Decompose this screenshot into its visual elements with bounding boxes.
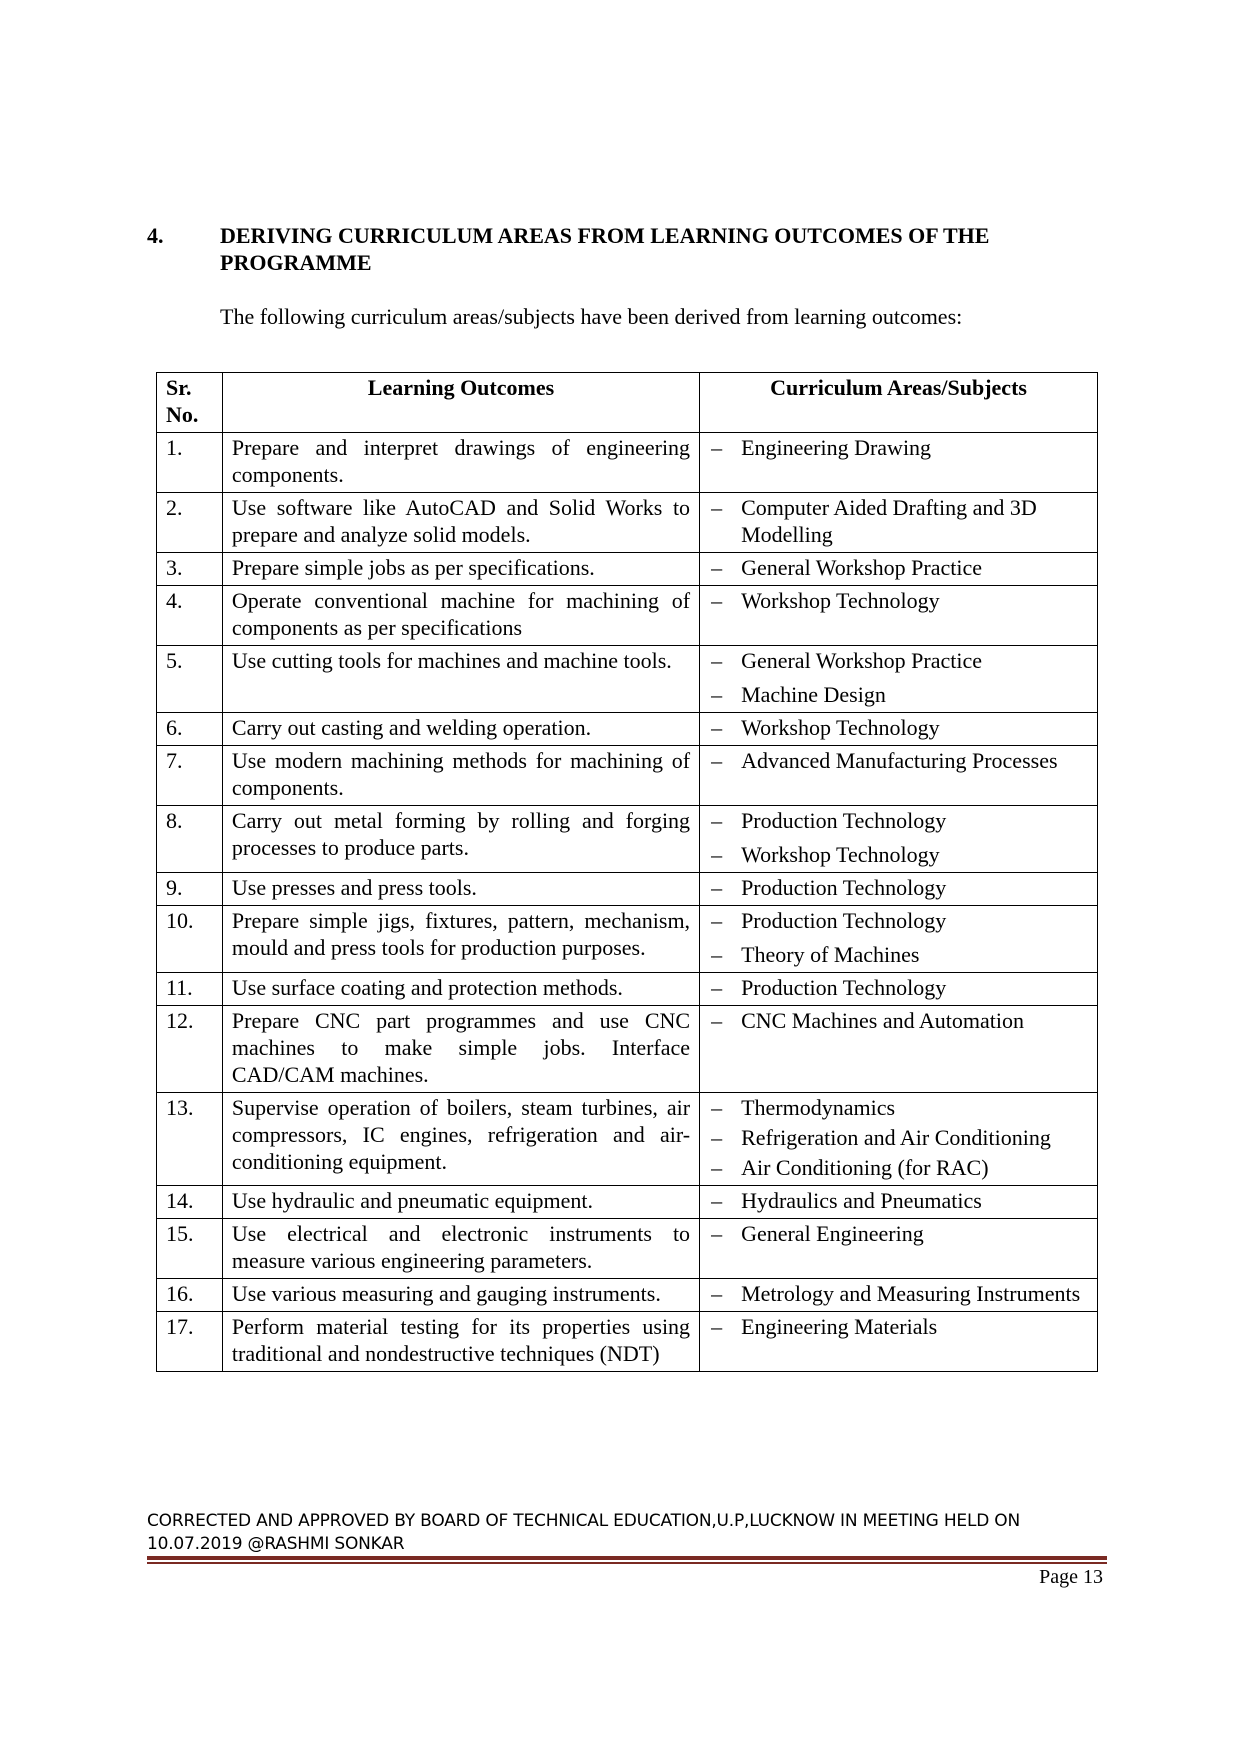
subject-item: – General Workshop Practice	[709, 554, 1088, 581]
row-sr-no: 5.	[157, 646, 223, 713]
subject-item: – Workshop Technology	[709, 714, 1088, 741]
subject-item: – Production Technology	[709, 907, 1088, 934]
section-title: DERIVING CURRICULUM AREAS FROM LEARNING OUTCOMES OF THE PROGRAMME	[220, 223, 990, 275]
subject-item: – General Workshop Practice	[709, 647, 1088, 674]
row-learning-outcome: Prepare simple jobs as per specifications.	[222, 553, 699, 586]
row-sr-no: 13.	[157, 1093, 223, 1186]
row-curriculum-areas	[700, 1219, 1098, 1279]
footer-rule-thin	[147, 1562, 1107, 1564]
footer-note: CORRECTED AND APPROVED BY BOARD OF TECHNICAL EDUCATION,U.P,LUCKNOW IN MEETING HELD ON 10.07.2019 @RASHMI SONKAR	[147, 1511, 1021, 1554]
subject-item: – Workshop Technology	[709, 841, 1088, 868]
row-sr-no: 10.	[157, 906, 223, 973]
row-curriculum-areas	[700, 553, 1098, 586]
subject-item: – General Engineering	[709, 1220, 1088, 1247]
table-row	[157, 586, 1098, 646]
row-sr-no: 16.	[157, 1279, 223, 1312]
table-row	[157, 1006, 1098, 1093]
row-sr-no: 17.	[157, 1312, 223, 1372]
row-learning-outcome: Operate conventional machine for machining of components as per specifications	[222, 586, 699, 646]
row-learning-outcome: Prepare and interpret drawings of engineering components.	[222, 433, 699, 493]
table-row	[157, 646, 1098, 713]
row-learning-outcome: Use cutting tools for machines and machine tools.	[222, 646, 699, 713]
table-row	[157, 806, 1098, 873]
subject-item: – Refrigeration and Air Conditioning	[709, 1124, 1088, 1151]
table-row	[157, 1186, 1098, 1219]
row-curriculum-areas	[700, 433, 1098, 493]
subject-item: – Metrology and Measuring Instruments	[709, 1280, 1088, 1307]
row-curriculum-areas	[700, 1006, 1098, 1093]
row-learning-outcome: Use electrical and electronic instruments to measure various engineering parameters.	[222, 1219, 699, 1279]
subject-item: – CNC Machines and Automation	[709, 1007, 1088, 1034]
row-curriculum-areas	[700, 973, 1098, 1006]
row-learning-outcome: Use modern machining methods for machining of components.	[222, 746, 699, 806]
row-curriculum-areas	[700, 1312, 1098, 1372]
table-row	[157, 713, 1098, 746]
row-curriculum-areas	[700, 586, 1098, 646]
subject-item: – Workshop Technology	[709, 587, 1088, 614]
outcomes-table	[156, 372, 1098, 1372]
row-curriculum-areas	[700, 493, 1098, 553]
table-row	[157, 906, 1098, 973]
subject-item: – Machine Design	[709, 681, 1088, 708]
row-learning-outcome: Use surface coating and protection methods.	[222, 973, 699, 1006]
subject-item: – Advanced Manufacturing Processes	[709, 747, 1088, 774]
table-row	[157, 873, 1098, 906]
page-number: Page 13	[1039, 1566, 1103, 1588]
row-curriculum-areas	[700, 713, 1098, 746]
row-sr-no: 14.	[157, 1186, 223, 1219]
table-row	[157, 433, 1098, 493]
subject-item: – Thermodynamics	[709, 1094, 1088, 1121]
row-curriculum-areas	[700, 1279, 1098, 1312]
table-header-row	[157, 373, 1098, 433]
subject-item: – Computer Aided Drafting and 3D Modelling	[709, 494, 1088, 548]
row-learning-outcome: Use various measuring and gauging instruments.	[222, 1279, 699, 1312]
row-learning-outcome: Perform material testing for its properties using traditional and nondestructive techniques (NDT)	[222, 1312, 699, 1372]
row-learning-outcome: Supervise operation of boilers, steam turbines, air compressors, IC engines, refrigeration and air-conditioning equipment.	[222, 1093, 699, 1186]
subject-item: – Production Technology	[709, 807, 1088, 834]
row-sr-no: 7.	[157, 746, 223, 806]
row-sr-no: 1.	[157, 433, 223, 493]
row-learning-outcome: Carry out casting and welding operation.	[222, 713, 699, 746]
row-learning-outcome: Prepare CNC part programmes and use CNC machines to make simple jobs. Interface CAD/CAM machines.	[222, 1006, 699, 1093]
row-curriculum-areas	[700, 906, 1098, 973]
row-learning-outcome: Use hydraulic and pneumatic equipment.	[222, 1186, 699, 1219]
row-sr-no: 6.	[157, 713, 223, 746]
row-sr-no: 4.	[157, 586, 223, 646]
table-row	[157, 493, 1098, 553]
row-sr-no: 11.	[157, 973, 223, 1006]
row-learning-outcome: Use presses and press tools.	[222, 873, 699, 906]
subject-item: – Theory of Machines	[709, 941, 1088, 968]
section-number: 4.	[147, 223, 164, 248]
table-row	[157, 1279, 1098, 1312]
header-curriculum-areas: Curriculum Areas/Subjects	[700, 373, 1098, 433]
row-sr-no: 9.	[157, 873, 223, 906]
table-row	[157, 746, 1098, 806]
table-body	[157, 433, 1098, 1372]
row-curriculum-areas	[700, 1093, 1098, 1186]
footer-rule-thick	[147, 1556, 1107, 1560]
intro-text: The following curriculum areas/subjects have been derived from learning outcomes:	[220, 304, 963, 329]
row-curriculum-areas	[700, 1186, 1098, 1219]
row-curriculum-areas	[700, 873, 1098, 906]
row-curriculum-areas	[700, 746, 1098, 806]
row-sr-no: 2.	[157, 493, 223, 553]
row-learning-outcome: Use software like AutoCAD and Solid Works to prepare and analyze solid models.	[222, 493, 699, 553]
header-learning-outcomes: Learning Outcomes	[222, 373, 699, 433]
row-curriculum-areas	[700, 806, 1098, 873]
row-learning-outcome: Carry out metal forming by rolling and forging processes to produce parts.	[222, 806, 699, 873]
table-row	[157, 553, 1098, 586]
subject-item: – Production Technology	[709, 874, 1088, 901]
row-curriculum-areas	[700, 646, 1098, 713]
table-row	[157, 1312, 1098, 1372]
table-row	[157, 1093, 1098, 1186]
row-sr-no: 8.	[157, 806, 223, 873]
table-row	[157, 1219, 1098, 1279]
subject-item: – Hydraulics and Pneumatics	[709, 1187, 1088, 1214]
subject-item: – Engineering Drawing	[709, 434, 1088, 461]
subject-item: – Engineering Materials	[709, 1313, 1088, 1340]
row-learning-outcome: Prepare simple jigs, fixtures, pattern, mechanism, mould and press tools for production purposes.	[222, 906, 699, 973]
header-sr-no: Sr. No.	[157, 373, 223, 433]
subject-item: – Air Conditioning (for RAC)	[709, 1154, 1088, 1181]
table-row	[157, 973, 1098, 1006]
row-sr-no: 15.	[157, 1219, 223, 1279]
row-sr-no: 3.	[157, 553, 223, 586]
row-sr-no: 12.	[157, 1006, 223, 1093]
subject-item: – Production Technology	[709, 974, 1088, 1001]
